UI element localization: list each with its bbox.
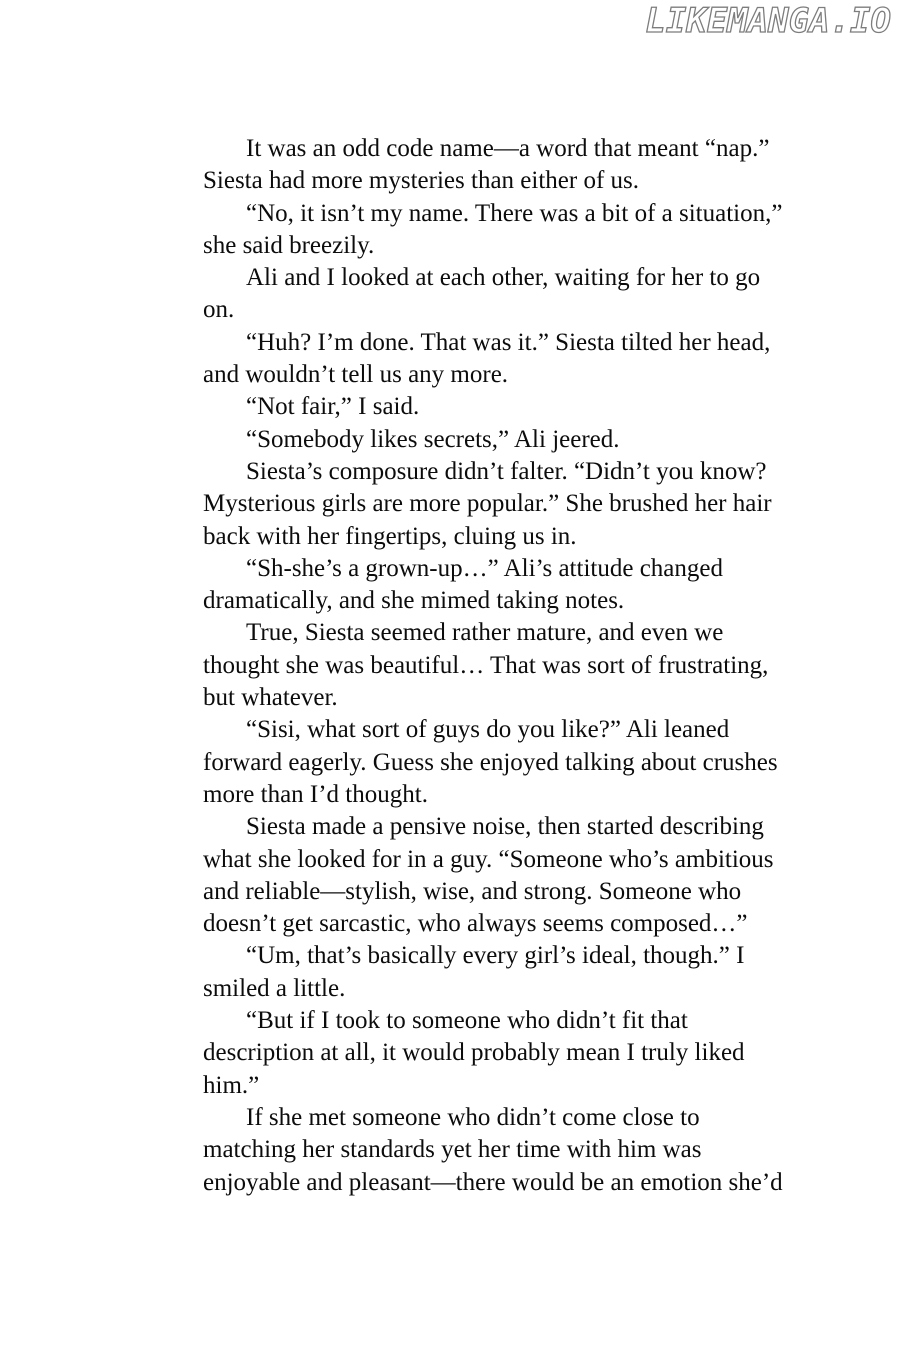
paragraph: It was an odd code name—a word that meant “nap.” Siesta had more mysteries than either of us. bbox=[203, 135, 770, 195]
paragraph: If she met someone who didn’t come close to matching her standards yet her time with him was enjoyable and pleasant—there would be an emotion she’d bbox=[203, 1103, 783, 1196]
paragraph: Siesta made a pensive noise, then started describing what she looked for in a guy. “Someone who’s ambitious and reliable—stylish, wise, and strong. Someone who doesn’t get sarcastic, who always seems composed…” bbox=[203, 813, 774, 938]
site-watermark: LIKEMANGA.IO bbox=[645, 1, 891, 41]
paragraph: Ali and I looked at each other, waiting for her to go on. bbox=[203, 264, 761, 324]
page-text bbox=[203, 133, 791, 1199]
paragraph: True, Siesta seemed rather mature, and even we thought she was beautiful… That was sort of frustrating, but whatever. bbox=[203, 619, 769, 712]
paragraph: “No, it isn’t my name. There was a bit of a situation,” she said breezily. bbox=[203, 199, 783, 259]
paragraph: “But if I took to someone who didn’t fit that description at all, it would probably mean I truly liked him.” bbox=[203, 1007, 745, 1099]
paragraph: “Not fair,” I said. bbox=[246, 393, 420, 421]
paragraph: Siesta’s composure didn’t falter. “Didn’t you know? Mysterious girls are more popular.” She brushed her hair back with her fingertips, cluing us in. bbox=[203, 457, 772, 550]
paragraph: “Huh? I’m done. That was it.” Siesta tilted her head, and wouldn’t tell us any more. bbox=[203, 328, 771, 389]
paragraph: “Um, that’s basically every girl’s ideal, though.” I smiled a little. bbox=[203, 942, 745, 1002]
paragraph: “Sisi, what sort of guys do you like?” Ali leaned forward eagerly. Guess she enjoyed talking about crushes more than I’d thought. bbox=[203, 716, 778, 808]
paragraph: “Sh-she’s a grown-up…” Ali’s attitude changed dramatically, and she mimed taking notes. bbox=[203, 554, 723, 615]
paragraph: “Somebody likes secrets,” Ali jeered. bbox=[246, 425, 620, 453]
